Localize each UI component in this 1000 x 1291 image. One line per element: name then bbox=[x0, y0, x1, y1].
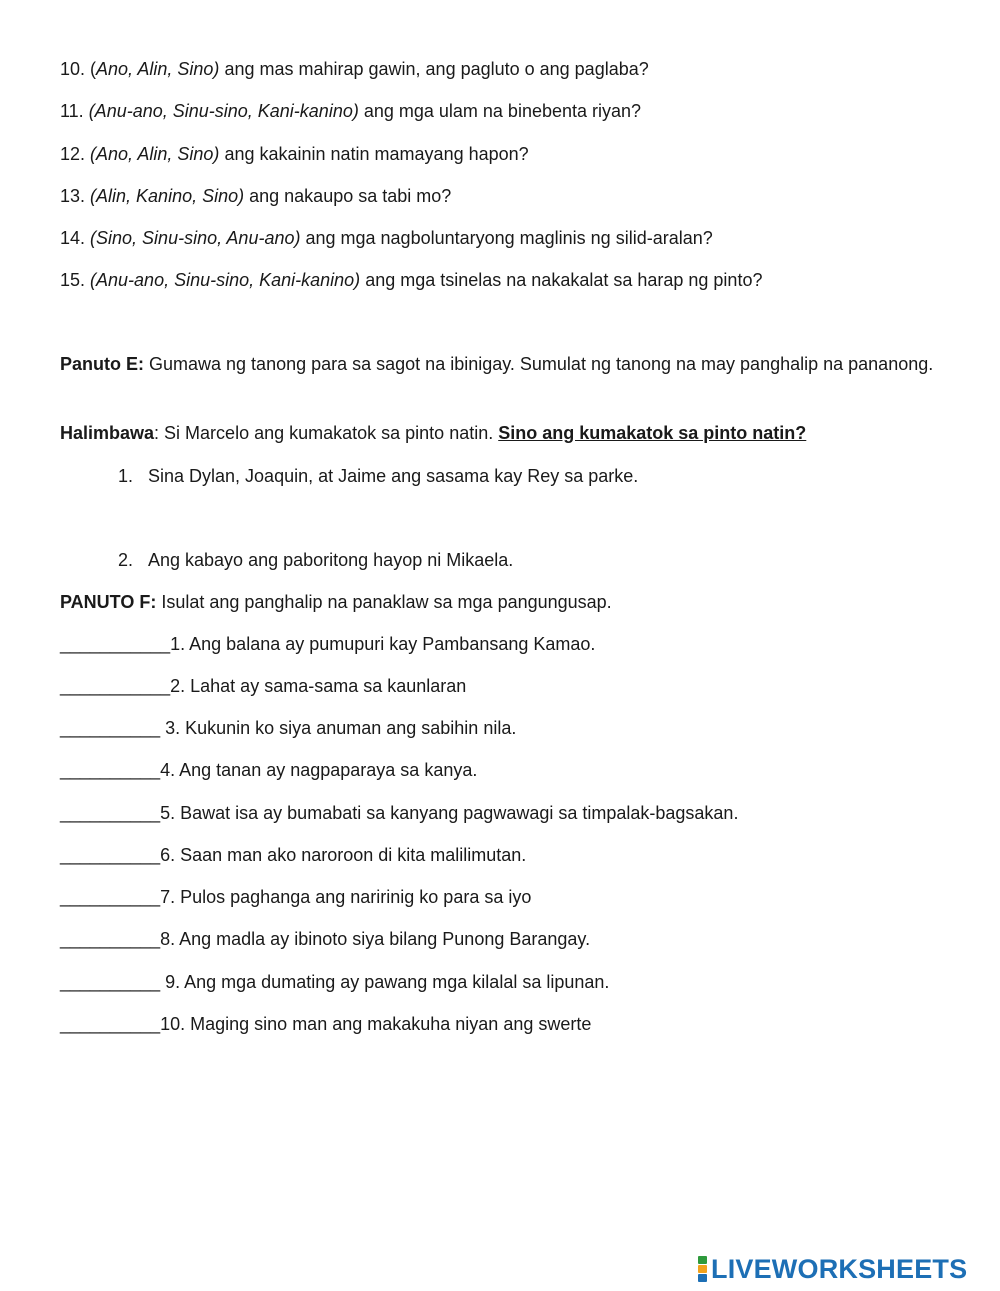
panuto-f-item-10: __________10. Maging sino man ang makakuha niyan ang swerte bbox=[60, 1014, 592, 1034]
halimbawa-answer: Sino ang kumakatok sa pinto natin? bbox=[498, 423, 807, 443]
question-10: 10. (Ano, Alin, Sino) ang mas mahirap gawin, ang pagluto o ang paglaba? bbox=[60, 59, 649, 79]
answer-blank[interactable]: __________ bbox=[60, 887, 161, 907]
liveworksheets-logo-icon bbox=[698, 1256, 707, 1282]
panuto-f-label: PANUTO F: bbox=[60, 592, 157, 612]
panuto-e-instruction: Panuto E: Gumawa ng tanong para sa sagot na ibinigay. Sumulat ng tanong na may panghalip na pananong. bbox=[60, 354, 934, 374]
panuto-f-item-5: __________5. Bawat isa ay bumabati sa kanyang pagwawagi sa timpalak-bagsakan. bbox=[60, 803, 739, 823]
answer-blank[interactable]: __________ bbox=[60, 803, 161, 823]
answer-blank[interactable]: ___________ bbox=[60, 676, 171, 696]
panuto-e-item-1: 1. Sina Dylan, Joaquin, at Jaime ang sasama kay Rey sa parke. bbox=[118, 466, 639, 486]
question-13: 13. (Alin, Kanino, Sino) ang nakaupo sa tabi mo? bbox=[60, 186, 452, 206]
liveworksheets-logo-text: LIVEWORKSHEETS bbox=[711, 1253, 968, 1284]
question-options: Ano, Alin, Sino) bbox=[96, 59, 220, 79]
panuto-f-item-3: __________ 3. Kukunin ko siya anuman ang sabihin nila. bbox=[60, 718, 517, 738]
answer-blank[interactable]: __________ bbox=[60, 1014, 161, 1034]
answer-blank[interactable]: ___________ bbox=[60, 634, 171, 654]
question-options: (Anu-ano, Sinu-sino, Kani-kanino) bbox=[88, 101, 359, 121]
panuto-f-instruction: PANUTO F: Isulat ang panghalip na panaklaw sa mga pangungusap. bbox=[60, 592, 612, 612]
question-options: (Ano, Alin, Sino) bbox=[90, 144, 220, 164]
panuto-e-item-2: 2. Ang kabayo ang paboritong hayop ni Mikaela. bbox=[118, 550, 514, 570]
question-options: (Sino, Sinu-sino, Anu-ano) bbox=[90, 228, 301, 248]
question-options: (Alin, Kanino, Sino) bbox=[90, 186, 245, 206]
panuto-f-item-8: __________8. Ang madla ay ibinoto siya bilang Punong Barangay. bbox=[60, 929, 591, 949]
halimbawa-label: Halimbawa bbox=[60, 423, 155, 443]
question-12: 12. (Ano, Alin, Sino) ang kakainin natin mamayang hapon? bbox=[60, 144, 529, 164]
answer-blank[interactable]: __________ bbox=[60, 760, 161, 780]
answer-blank[interactable]: __________ bbox=[60, 929, 161, 949]
answer-blank[interactable]: __________ bbox=[60, 972, 161, 992]
question-14: 14. (Sino, Sinu-sino, Anu-ano) ang mga nagboluntaryong maglinis ng silid-aralan? bbox=[60, 228, 713, 248]
panuto-f-item-1: ___________1. Ang balana ay pumupuri kay Pambansang Kamao. bbox=[60, 634, 596, 654]
question-15: 15. (Anu-ano, Sinu-sino, Kani-kanino) ang mga tsinelas na nakakalat sa harap ng pinto? bbox=[60, 270, 763, 290]
panuto-f-item-7: __________7. Pulos paghanga ang naririnig ko para sa iyo bbox=[60, 887, 532, 907]
panuto-f-item-2: ___________2. Lahat ay sama-sama sa kaunlaran bbox=[60, 676, 467, 696]
question-11: 11. (Anu-ano, Sinu-sino, Kani-kanino) ang mga ulam na binebenta riyan? bbox=[60, 101, 642, 121]
halimbawa-example: Halimbawa: Si Marcelo ang kumakatok sa pinto natin. Sino ang kumakatok sa pinto natin? bbox=[60, 423, 807, 443]
panuto-e-label: Panuto E: bbox=[60, 354, 144, 374]
answer-blank[interactable]: __________ bbox=[60, 845, 161, 865]
panuto-f-item-4: __________4. Ang tanan ay nagpaparaya sa kanya. bbox=[60, 760, 478, 780]
panuto-f-item-6: __________6. Saan man ako naroroon di kita malilimutan. bbox=[60, 845, 527, 865]
answer-blank[interactable]: __________ bbox=[60, 718, 161, 738]
question-options: (Anu-ano, Sinu-sino, Kani-kanino) bbox=[90, 270, 361, 290]
panuto-f-item-9: __________ 9. Ang mga dumating ay pawang mga kilalal sa lipunan. bbox=[60, 972, 610, 992]
liveworksheets-logo bbox=[698, 1255, 967, 1283]
